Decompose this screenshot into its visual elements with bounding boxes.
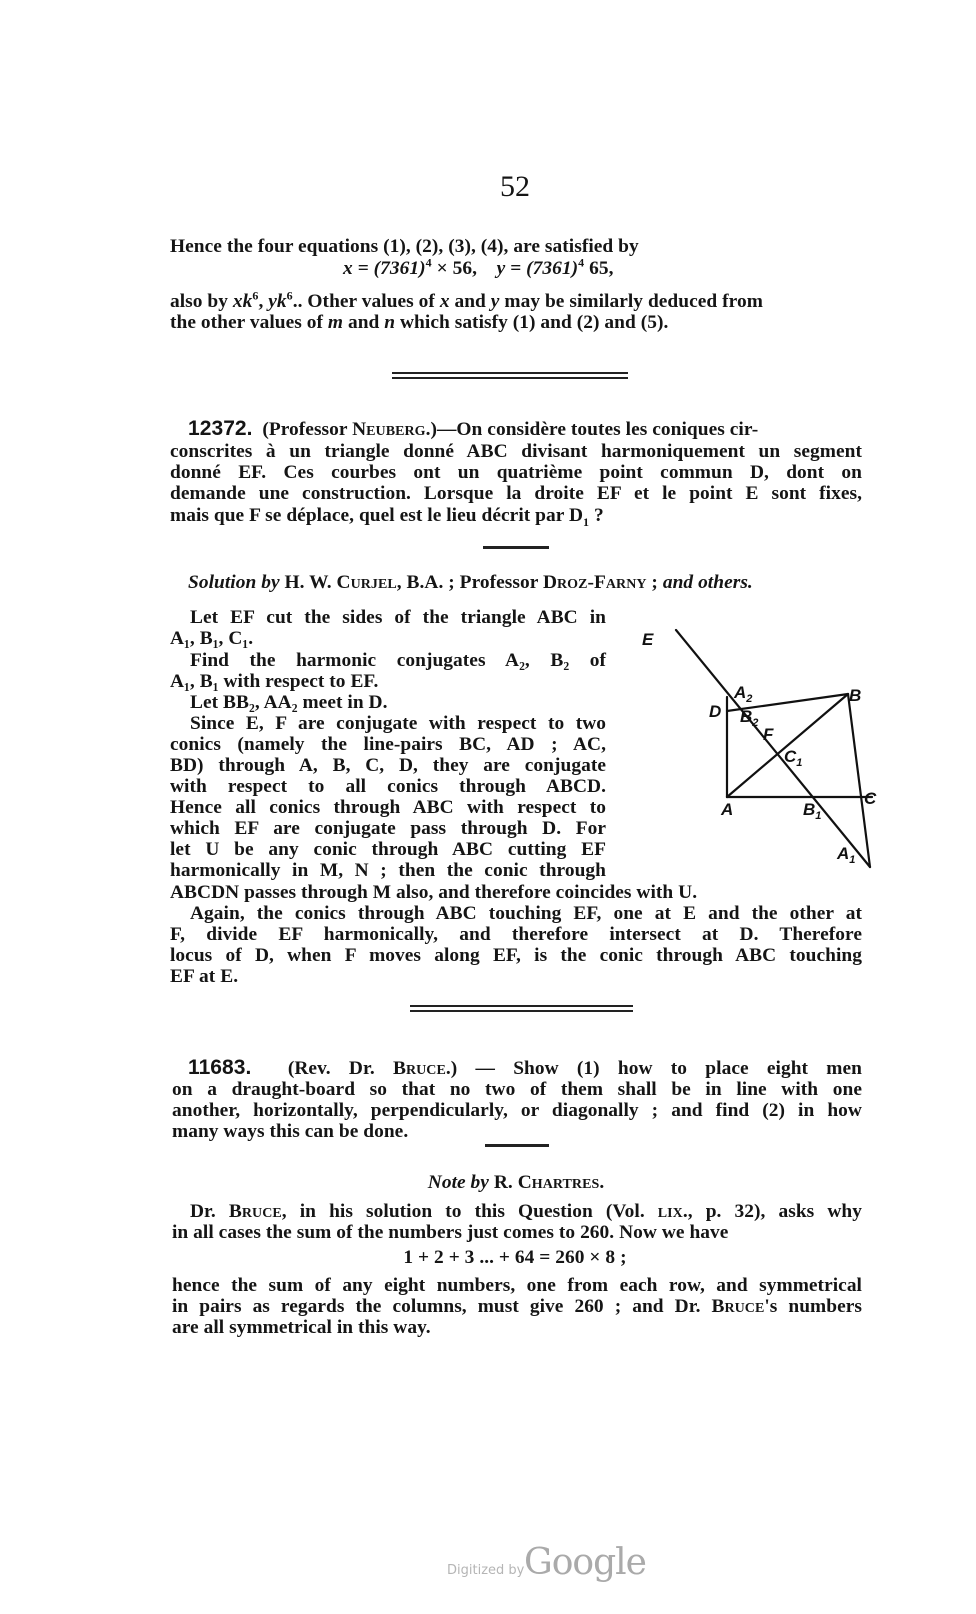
label-A1: $A_1$ (837, 844, 856, 866)
text-span: , in his solution to this Question (Vol. (281, 1201, 658, 1222)
q11683-line: another, horizontally, perpendicularly, or diagonally ; and find (2) in how (172, 1100, 862, 1121)
proposer-name: Neuberg (352, 419, 426, 440)
text-span: and (343, 312, 385, 333)
label-A2: $A_2$ (734, 683, 753, 705)
solution-line: which EF are conjugate pass through D. For (170, 818, 606, 839)
q12372-line: donné EF. Ces courbes ont un quatrième point commun D, dont on (170, 462, 862, 483)
text-span: .) — Show (1) how to place eight men (445, 1058, 863, 1079)
text-span: also by (170, 291, 233, 312)
text-span: and others. (662, 572, 753, 593)
eq-x-exp: 4 (425, 255, 432, 270)
text-span: Dr. (190, 1201, 229, 1222)
eq-y-exp: 4 (578, 255, 585, 270)
solution-line: Let BB₂, AA₂ meet in D. (190, 692, 388, 713)
solution-line: Again, the conics through ABC touching EF, one at E and the other at (190, 903, 862, 924)
text-span: (Professor (262, 419, 353, 440)
proposer-name: Bruce (393, 1058, 446, 1079)
q12372-last-line (170, 505, 604, 527)
math-n: n (384, 312, 396, 333)
eq-y: y = (7361) (496, 258, 579, 279)
geometry-diagram (640, 605, 880, 875)
label-B2: $B_2$ (740, 707, 759, 729)
eq-x-rest: × 56, (431, 258, 477, 279)
solution-line: EF at E. (170, 966, 239, 987)
label-E: E (642, 630, 654, 649)
solution-byline (188, 572, 862, 594)
note-line: are all symmetrical in this way. (172, 1317, 431, 1338)
text-span: which satisfy (1) and (2) and (5). (395, 312, 669, 333)
q11683-last-line: many ways this can be done. (172, 1121, 409, 1142)
solution-line: A₁, B₁, C₁. (170, 628, 254, 649)
math-exp: 6 (252, 288, 259, 303)
solution-label: Solution by (188, 572, 280, 593)
note-equation: 1 + 2 + 3 ... + 64 = 260 × 8 ; (403, 1247, 627, 1268)
text-span: ; (646, 572, 663, 593)
volume-number: lix (657, 1201, 683, 1222)
math-y: y (490, 291, 500, 312)
label-D: D (709, 702, 722, 721)
q12372-line: demande une construction. Lorsque la droite EF et le point E sont fixes, (170, 483, 862, 504)
label-F: F (763, 725, 774, 744)
text-span: , B.A. ; Professor (396, 572, 543, 593)
eq-x: x = (7361) (343, 258, 426, 279)
text-span: and (449, 291, 491, 312)
text-span: .. Other values of (292, 291, 440, 312)
label-B: B (849, 686, 862, 705)
solution-line: Hence all conics through ABC with respect to (170, 797, 606, 818)
subscript: 1 (583, 514, 590, 529)
label-B1: $B_1$ (803, 800, 822, 822)
label-A: A (721, 800, 734, 819)
text-span: (Rev. Dr. (287, 1058, 393, 1079)
page-number: 52 (500, 170, 530, 203)
label-C1: $C_1$ (784, 747, 803, 769)
author-name: Chartres (517, 1172, 600, 1193)
text-span: ., p. 32), asks why (682, 1201, 862, 1222)
solution-line: let U be any conic through ABC cutting EF (170, 839, 606, 860)
line-BA1 (848, 694, 870, 867)
section1-line1: Hence the four equations (1), (2), (3), (4), are satisfied by (170, 236, 639, 257)
note-byline (170, 1172, 862, 1194)
solution-line: F, divide EF harmonically, and therefore intersect at D. Therefore (170, 924, 862, 945)
author-name: Bruce (711, 1296, 765, 1317)
section-divider-bottom (392, 377, 628, 379)
google-logo: Google (524, 1542, 646, 1583)
math-xk: xk (232, 291, 253, 312)
eq-y-rest: 65, (584, 258, 614, 279)
q11683-header (188, 1057, 862, 1080)
text-span: 's numbers (764, 1296, 863, 1317)
solution-line: Since E, F are conjugate with respect to two (190, 713, 606, 734)
note-line: hence the sum of any eight numbers, one from each row, and symmetrical (172, 1275, 862, 1296)
text-span: ? (589, 505, 604, 526)
solution-line: ABCDN passes through M also, and therefore coincides with U. (170, 882, 698, 903)
q12372-line: conscrites à un triangle donné ABC divisant harmoniquement un segment (170, 441, 862, 462)
solution-line: conics (namely the line-pairs BC, AD ; AC, (170, 734, 606, 755)
solution-line: A₁, B₁ with respect to EF. (170, 671, 379, 692)
text-span: . (599, 1172, 605, 1193)
short-divider (485, 1144, 549, 1147)
author-name: Droz-Farny (542, 572, 647, 593)
solution-line: Let EF cut the sides of the triangle ABC in (190, 607, 606, 628)
math-yk: yk (268, 291, 287, 312)
text-span: , (258, 291, 269, 312)
text-span: mais que F se déplace, quel est le lieu décrit par D (170, 505, 583, 526)
q11683-line: on a draught-board so that no two of them shall be in line with one (172, 1079, 862, 1100)
label-C: C (864, 789, 877, 808)
math-x: x (439, 291, 450, 312)
solution-line: BD) through A, B, C, D, they are conjugate (170, 755, 606, 776)
text-span: .)—On considère toutes les coniques cir- (425, 419, 759, 440)
note-line (190, 1201, 862, 1223)
line-EA1 (676, 630, 870, 867)
text-span: may be similarly deduced from (499, 291, 763, 312)
section1-equation (343, 255, 614, 280)
math-exp: 6 (286, 288, 293, 303)
text-span: in pairs as regards the columns, must give 260 ; and Dr. (172, 1296, 712, 1317)
math-m: m (327, 312, 344, 333)
note-line (172, 1296, 862, 1318)
digitized-watermark (420, 1530, 680, 1590)
text-span: H. W. (279, 572, 337, 593)
question-number: 12372. (188, 417, 253, 440)
section-divider-top (392, 372, 628, 374)
digitized-by-label: Digitized by (447, 1563, 525, 1578)
author-name: Curjel (336, 572, 397, 593)
text-span: R. (488, 1172, 518, 1193)
note-line: in all cases the sum of the numbers just comes to 260. Now we have (172, 1222, 729, 1243)
section1-line3 (170, 288, 862, 313)
question-number: 11683. (188, 1056, 252, 1079)
solution-line: Find the harmonic conjugates A₂, B₂ of (190, 650, 606, 671)
solution-line: harmonically in M, N ; then the conic through (170, 860, 606, 881)
solution-line: with respect to all conics through ABCD. (170, 776, 606, 797)
section-divider-top (410, 1005, 633, 1007)
author-name: Bruce (228, 1201, 282, 1222)
q12372-header (188, 418, 862, 441)
short-divider (483, 546, 549, 549)
section-divider-bottom (410, 1010, 633, 1012)
solution-line: locus of D, when F moves along EF, is the conic through ABC touching (170, 945, 862, 966)
note-label: Note by (427, 1172, 489, 1193)
section1-line4 (170, 312, 668, 334)
text-span: the other values of (170, 312, 328, 333)
